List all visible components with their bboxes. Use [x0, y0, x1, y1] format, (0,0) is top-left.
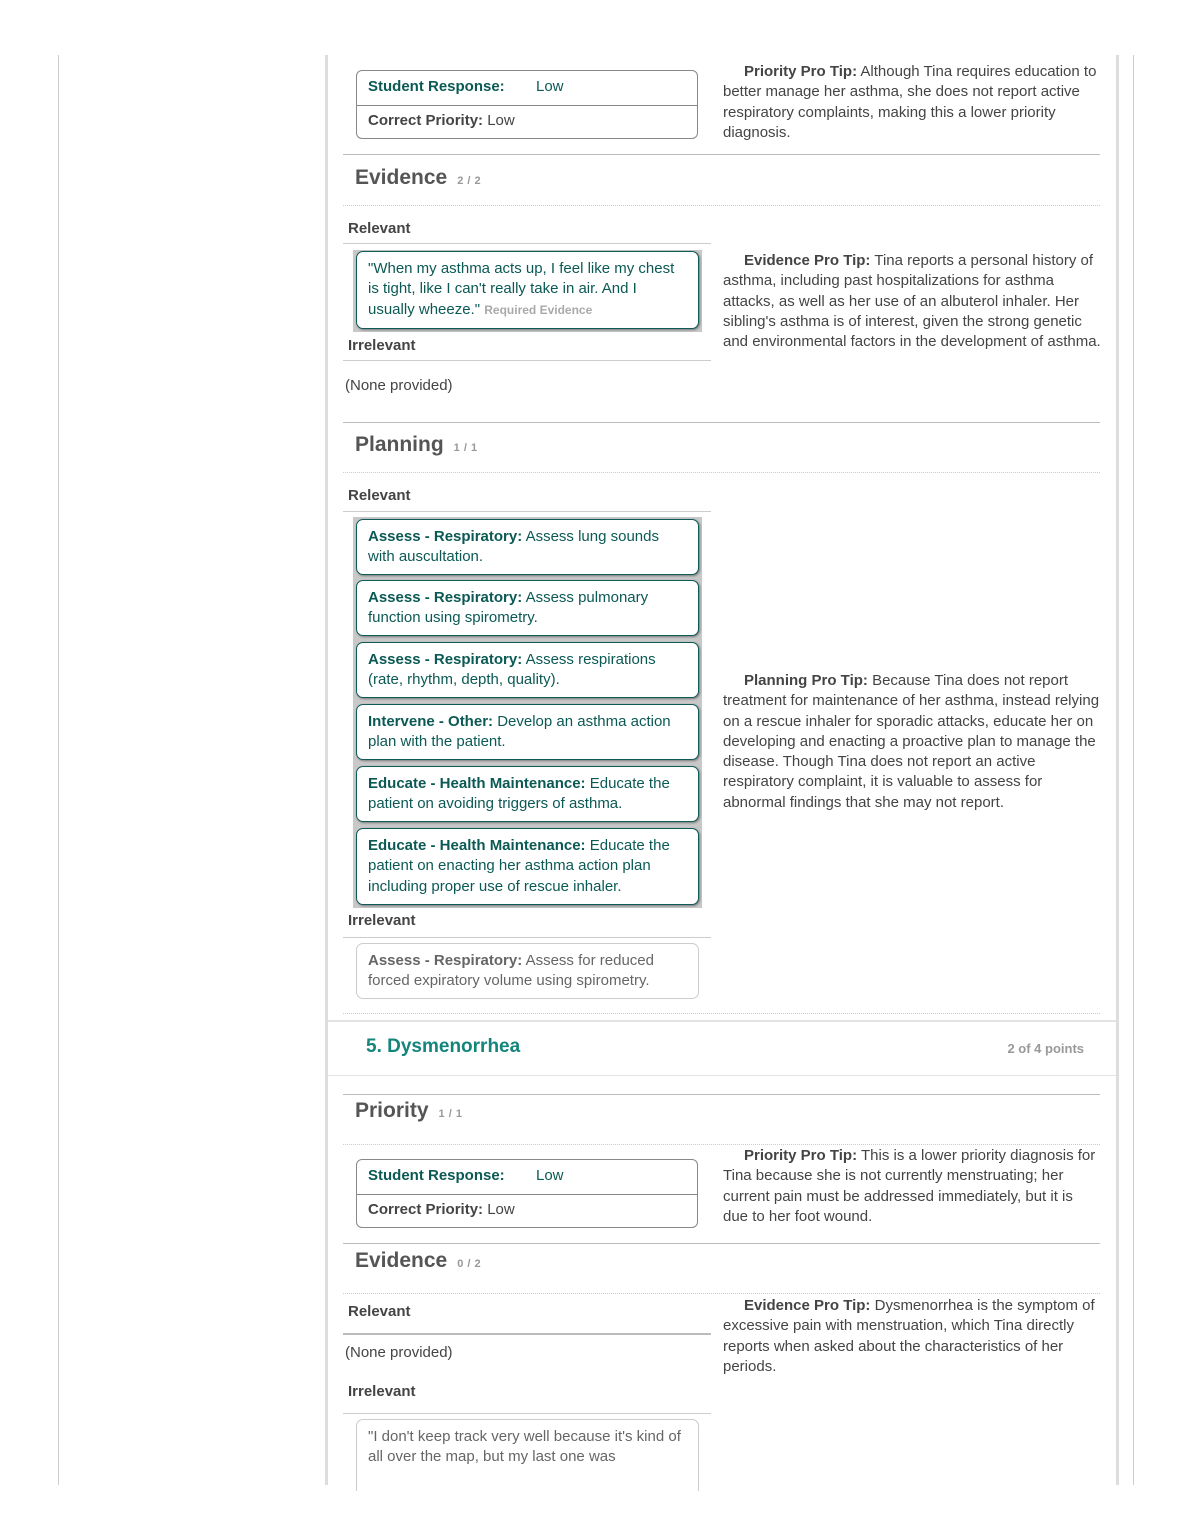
- evidence-score: 2 / 2: [457, 175, 482, 187]
- topic-points: 2 of 4 points: [1007, 1041, 1084, 1056]
- student-response-value: Low: [536, 1167, 564, 1184]
- planning-category: Assess - Respiratory:: [368, 651, 523, 668]
- content-right-rule: [1116, 55, 1119, 1485]
- evidence-title: Evidence: [355, 1249, 448, 1272]
- divider: [343, 1243, 1100, 1244]
- planning-text: Assess lung sounds with auscultation.: [368, 528, 659, 566]
- divider: [343, 422, 1100, 423]
- divider: [343, 243, 711, 244]
- planning-text: Assess for reduced forced expiratory volume using spirometry.: [368, 952, 654, 990]
- planning-title: Planning: [355, 433, 444, 456]
- priority-tip-label: Priority Pro Tip:: [744, 1147, 858, 1164]
- evidence-irrelevant-label: Irrelevant: [348, 337, 416, 354]
- evidence-tip-label: Evidence Pro Tip:: [744, 1297, 871, 1314]
- planning-irrelevant-label: Irrelevant: [348, 912, 416, 929]
- planning-text: Assess respirations (rate, rhythm, depth, quality).: [368, 651, 656, 689]
- priority-response-box: [356, 1159, 698, 1228]
- divider: [343, 205, 1100, 206]
- divider: [343, 1094, 1100, 1095]
- planning-category: Educate - Health Maintenance:: [368, 837, 586, 854]
- planning-card: [356, 704, 699, 760]
- evidence-quote: "I don't keep track very well because it's kind of all over the map, but my last one was: [368, 1428, 681, 1466]
- divider: [343, 1333, 711, 1335]
- correct-priority-label: Correct Priority:: [368, 112, 484, 129]
- priority-pro-tip: [723, 62, 1101, 143]
- priority-title: Priority: [355, 1099, 429, 1122]
- priority-tip-label: Priority Pro Tip:: [744, 63, 858, 80]
- planning-text: Educate the patient on avoiding triggers of asthma.: [368, 775, 670, 813]
- priority-tip-text: Although Tina requires education to better manage her asthma, she does not report active respiratory complaints, making this a lower priority diagnosis.: [723, 63, 1097, 141]
- correct-priority-value: Low: [487, 112, 515, 129]
- evidence-score: 0 / 2: [457, 1258, 482, 1270]
- required-evidence-tag: Required Evidence: [484, 302, 593, 317]
- evidence-relevant-label: Relevant: [348, 1303, 411, 1320]
- planning-text: Educate the patient on enacting her asthma action plan including proper use of rescue inhaler.: [368, 837, 670, 895]
- divider: [343, 1293, 1100, 1294]
- evidence-tip-text: Tina reports a personal history of asthma, including past hospitalizations for asthma attacks, as well as her use of an albuterol inhaler. Her sibling's asthma is of interest, given the strong genetic and environmental factors in the development of asthma.: [723, 252, 1101, 351]
- left-margin-rule: [58, 55, 59, 1485]
- student-response-label: Student Response:: [368, 1167, 505, 1184]
- evidence-pro-tip: [723, 1296, 1101, 1377]
- right-margin-rule: [1133, 55, 1134, 1485]
- planning-score: 1 / 1: [453, 442, 478, 454]
- priority-pro-tip: [723, 1146, 1101, 1227]
- planning-tip-text: Because Tina does not report treatment for maintenance of her asthma, instead relying on a rescue inhaler for sporadic attacks, educate her on developing and enacting a proactive plan to manage the disease. Though Tina does not report an active respiratory complaint, it is valuable to assess for abnormal findings that she may not report.: [723, 672, 1100, 811]
- divider: [343, 360, 711, 361]
- planning-category: Intervene - Other:: [368, 713, 494, 730]
- topic-divider: [328, 1075, 1116, 1076]
- divider: [343, 154, 1100, 155]
- evidence-tip-text: Dysmenorrhea is the symptom of excessive pain with menstruation, which Tina directly reports when asked about the characteristics of her periods.: [723, 1297, 1095, 1375]
- divider: [343, 1013, 1100, 1014]
- evidence-tip-label: Evidence Pro Tip:: [744, 252, 871, 269]
- relevant-none: (None provided): [345, 1344, 453, 1361]
- correct-priority-label: Correct Priority:: [368, 1201, 484, 1218]
- divider: [343, 472, 1100, 473]
- planning-category: Assess - Respiratory:: [368, 952, 523, 969]
- divider: [343, 511, 711, 512]
- planning-section-title: [355, 433, 478, 457]
- planning-tip-label: Planning Pro Tip:: [744, 672, 868, 689]
- student-response-value: Low: [536, 78, 564, 95]
- evidence-section-title: [355, 1249, 481, 1273]
- evidence-title: Evidence: [355, 166, 448, 189]
- evidence-quote: "When my asthma acts up, I feel like my chest is tight, like I can't really take in air. And I usually wheeze.": [368, 260, 675, 318]
- correct-priority-value: Low: [487, 1201, 515, 1218]
- topic-divider: [328, 1020, 1116, 1022]
- priority-score: 1 / 1: [438, 1108, 463, 1120]
- irrelevant-none: (None provided): [345, 377, 453, 394]
- planning-card: [356, 642, 699, 698]
- evidence-irrelevant-label: Irrelevant: [348, 1383, 416, 1400]
- divider: [343, 1413, 711, 1414]
- evidence-irrelevant-card: [356, 1419, 699, 1491]
- topic-title: 5. Dysmenorrhea: [366, 1036, 521, 1057]
- divider: [343, 1144, 1100, 1145]
- planning-card: [356, 828, 699, 905]
- priority-section-title: [355, 1099, 462, 1123]
- divider: [343, 937, 711, 938]
- planning-relevant-label: Relevant: [348, 487, 411, 504]
- evidence-section-title: [355, 166, 481, 190]
- planning-category: Assess - Respiratory:: [368, 589, 523, 606]
- planning-card: [356, 766, 699, 822]
- planning-irrelevant-card: [356, 943, 699, 999]
- planning-category: Educate - Health Maintenance:: [368, 775, 586, 792]
- planning-category: Assess - Respiratory:: [368, 528, 523, 545]
- evidence-pro-tip: [723, 251, 1101, 352]
- planning-text: Develop an asthma action plan with the patient.: [368, 713, 671, 751]
- evidence-relevant-label: Relevant: [348, 220, 411, 237]
- evidence-card: [356, 251, 699, 329]
- planning-pro-tip: [723, 671, 1101, 813]
- student-response-label: Student Response:: [368, 78, 505, 95]
- planning-card: [356, 519, 699, 575]
- planning-text: Assess pulmonary function using spirometry.: [368, 589, 649, 627]
- priority-tip-text: This is a lower priority diagnosis for Tina because she is not currently menstruating; her current pain must be addressed immediately, but it is due to her foot wound.: [723, 1147, 1096, 1225]
- priority-response-box: [356, 70, 698, 139]
- planning-card: [356, 580, 699, 636]
- content-left-rule: [325, 55, 328, 1485]
